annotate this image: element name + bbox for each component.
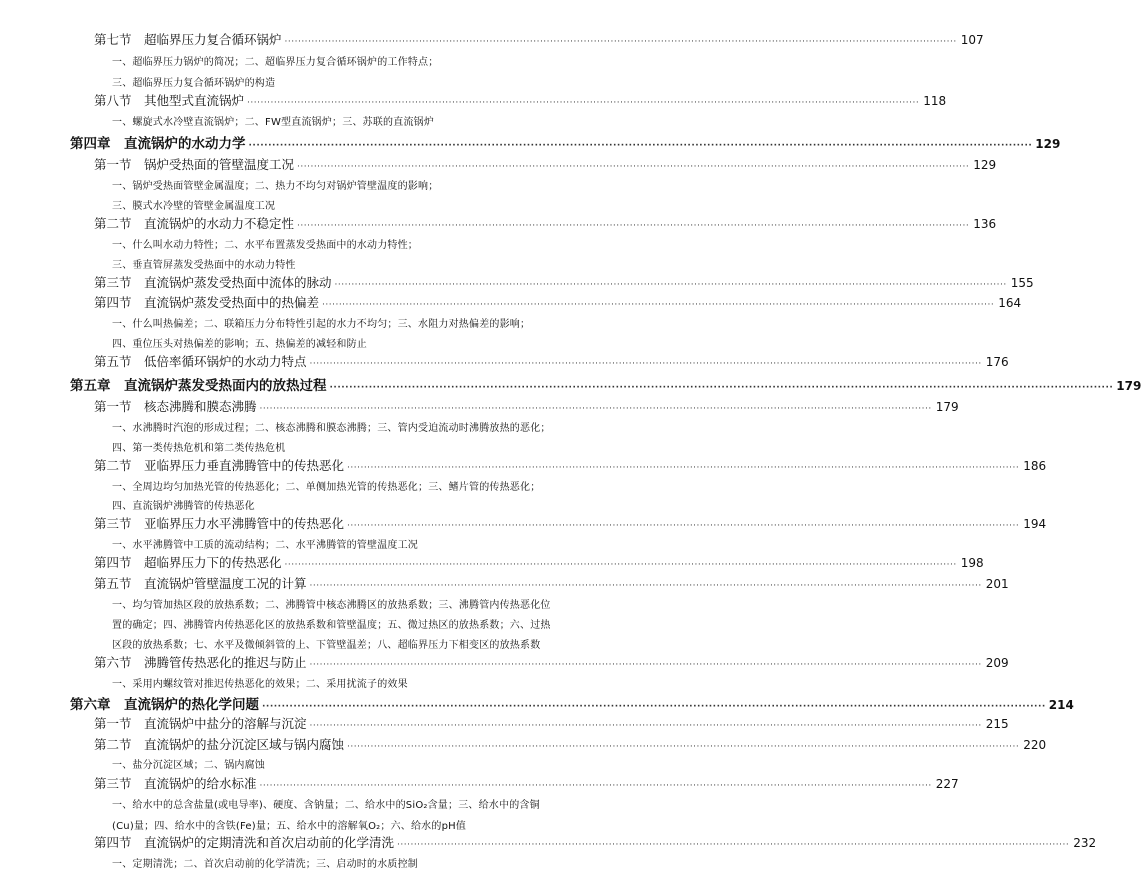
sub-title: 四、直流锅炉沸腾管的传热恶化	[112, 501, 255, 512]
toc-chapter	[70, 693, 1074, 713]
toc-subtopics	[112, 53, 438, 68]
toc-subtopics	[112, 756, 265, 771]
dot-leader: ········································································································································································································	[329, 383, 1114, 393]
toc-subtopics	[112, 675, 408, 690]
section-title: 第四节 直流锅炉蒸发受热面中的热偏差	[94, 295, 320, 310]
chapter-title: 第五章 直流锅炉蒸发受热面内的放热过程	[70, 378, 327, 394]
toc-subtopics	[112, 478, 540, 493]
sub-title: 四、第一类传热危机和第二类传热危机	[112, 443, 286, 454]
toc-section	[94, 397, 959, 415]
dot-leader: ········································································································································································································	[248, 141, 1033, 151]
page-number: 198	[960, 556, 984, 570]
dot-leader: ········································································································································································································	[309, 581, 982, 591]
toc-subtopics	[112, 236, 418, 251]
toc-subtopics	[112, 197, 275, 212]
dot-leader: ········································································································································································································	[397, 840, 1070, 850]
toc-subtopics	[112, 796, 540, 811]
sub-title: 一、超临界压力锅炉的简况；二、超临界压力复合循环锅炉的工作特点；	[112, 57, 439, 68]
dot-leader: ········································································································································································································	[347, 521, 1020, 531]
toc-subtopics	[112, 256, 296, 271]
toc-section	[94, 214, 997, 232]
toc-chapter	[70, 374, 1141, 394]
page-number: 129	[1035, 137, 1061, 151]
toc-subtopics	[112, 536, 418, 551]
page-number: 136	[973, 217, 997, 231]
sub-title: 一、锅炉受热面管壁金属温度；二、热力不均匀对锅炉管壁温度的影响；	[112, 181, 439, 192]
dot-leader: ········································································································································································································	[284, 37, 957, 47]
page-number: 129	[973, 158, 997, 172]
dot-leader: ········································································································································································································	[334, 280, 1007, 290]
sub-title: 一、水平沸腾管中工质的流动结构；二、水平沸腾管的管壁温度工况	[112, 540, 418, 551]
page-number: 215	[985, 717, 1009, 731]
section-title: 第三节 直流锅炉蒸发受热面中流体的脉动	[94, 275, 332, 290]
sub-title: 一、什么叫热偏差；二、联箱压力分布特性引起的水力不均匀；三、水阻力对热偏差的影响；	[112, 319, 531, 330]
section-title: 第二节 直流锅炉的盐分沉淀区域与锅内腐蚀	[94, 737, 345, 752]
page-number: 214	[1048, 698, 1074, 712]
toc-subtopics	[112, 497, 255, 512]
sub-title: 区段的放热系数；七、水平及微倾斜管的上、下管壁温差；八、超临界压力下相变区的放热系数	[112, 640, 541, 651]
toc-section	[94, 653, 1009, 671]
dot-leader: ········································································································································································································	[262, 702, 1046, 712]
sub-title: 一、盐分沉淀区域；二、锅内腐蚀	[112, 760, 265, 771]
dot-leader: ········································································································································································································	[247, 98, 920, 108]
toc-section	[94, 553, 984, 571]
toc-section	[94, 735, 1047, 753]
page-number: 179	[1116, 379, 1141, 393]
chapter-title: 第四章 直流锅炉的水动力学	[70, 136, 246, 152]
page-number: 232	[1073, 836, 1097, 850]
toc-section	[94, 574, 1009, 592]
dot-leader: ········································································································································································································	[297, 162, 970, 172]
sub-title: 四、重位压头对热偏差的影响；五、热偏差的减轻和防止	[112, 339, 367, 350]
toc-subtopics	[112, 113, 434, 128]
dot-leader: ········································································································································································································	[322, 300, 995, 310]
section-title: 第八节 其他型式直流锅炉	[94, 93, 245, 108]
sub-title: 一、给水中的总含盐量(或电导率)、硬度、含钠量；二、给水中的SiO₂含量；三、给水中的含铜	[112, 800, 540, 811]
toc-subtopics	[112, 315, 530, 330]
section-title: 第三节 亚临界压力水平沸腾管中的传热恶化	[94, 516, 345, 531]
section-title: 第五节 低倍率循环锅炉的水动力特点	[94, 354, 307, 369]
page-number: 155	[1010, 276, 1034, 290]
page-number: 201	[985, 577, 1009, 591]
dot-leader: ········································································································································································································	[347, 463, 1020, 473]
page-number: 186	[1023, 459, 1047, 473]
toc-subtopics	[112, 74, 275, 89]
sub-title: 置的确定；四、沸腾管内传热恶化区的放热系数和管壁温度；五、微过热区的放热系数；六、过热	[112, 620, 551, 631]
sub-title: 一、什么叫水动力特性；二、水平布置蒸发受热面中的水动力特性；	[112, 240, 418, 251]
section-title: 第四节 超临界压力下的传热恶化	[94, 555, 282, 570]
section-title: 第二节 直流锅炉的水动力不稳定性	[94, 216, 295, 231]
toc-section	[94, 91, 947, 109]
toc-section	[94, 30, 984, 48]
sub-title: 一、均匀管加热区段的放热系数；二、沸腾管中核态沸腾区的放热系数；三、沸腾管内传热恶化位	[112, 600, 551, 611]
toc-subtopics	[112, 855, 418, 870]
page-number: 227	[935, 777, 959, 791]
page-number: 107	[960, 33, 984, 47]
section-title: 第一节 锅炉受热面的管壁温度工况	[94, 157, 295, 172]
toc-subtopics	[112, 177, 438, 192]
toc-subtopics	[112, 439, 285, 454]
toc-section	[94, 273, 1034, 291]
toc-chapter	[70, 132, 1061, 152]
toc-subtopics	[112, 817, 466, 832]
toc-section	[94, 774, 959, 792]
dot-leader: ········································································································································································································	[309, 660, 982, 670]
page-number: 220	[1023, 738, 1047, 752]
section-title: 第七节 超临界压力复合循环锅炉	[94, 32, 282, 47]
page-number: 176	[985, 355, 1009, 369]
dot-leader: ········································································································································································································	[259, 781, 932, 791]
toc-section	[94, 714, 1009, 732]
dot-leader: ········································································································································································································	[284, 560, 957, 570]
sub-title: 一、全周边均匀加热光管的传热恶化；二、单侧加热光管的传热恶化；三、鳍片管的传热恶化；	[112, 482, 541, 493]
toc-section	[94, 514, 1047, 532]
toc-subtopics	[112, 636, 540, 651]
section-title: 第六节 沸腾管传热恶化的推迟与防止	[94, 655, 307, 670]
chapter-title: 第六章 直流锅炉的热化学问题	[70, 697, 259, 713]
toc-subtopics	[112, 335, 367, 350]
section-title: 第一节 核态沸腾和膜态沸腾	[94, 399, 257, 414]
dot-leader: ········································································································································································································	[309, 721, 982, 731]
toc-section	[94, 155, 997, 173]
sub-title: 一、定期清洗；二、首次启动前的化学清洗；三、启动时的水质控制	[112, 859, 418, 870]
page-number: 164	[998, 296, 1022, 310]
section-title: 第二节 亚临界压力垂直沸腾管中的传热恶化	[94, 458, 345, 473]
sub-title: 三、垂直管屏蒸发受热面中的水动力特性	[112, 260, 296, 271]
sub-title: 一、螺旋式水冷壁直流锅炉；二、FW型直流锅炉；三、苏联的直流锅炉	[112, 117, 435, 128]
section-title: 第一节 直流锅炉中盐分的溶解与沉淀	[94, 716, 307, 731]
sub-title: 三、超临界压力复合循环锅炉的构造	[112, 78, 276, 89]
sub-title: 三、膜式水冷壁的管壁金属温度工况	[112, 201, 276, 212]
section-title: 第五节 直流锅炉管壁温度工况的计算	[94, 576, 307, 591]
dot-leader: ········································································································································································································	[259, 404, 932, 414]
sub-title: 一、水沸腾时汽泡的形成过程；二、核态沸腾和膜态沸腾；三、管内受迫流动时沸腾放热的恶化；	[112, 423, 551, 434]
toc-section	[94, 456, 1047, 474]
toc-section	[94, 293, 1022, 311]
page-number: 194	[1023, 517, 1047, 531]
toc-subtopics	[112, 616, 551, 631]
dot-leader: ········································································································································································································	[347, 742, 1020, 752]
section-title: 第四节 直流锅炉的定期清洗和首次启动前的化学清洗	[94, 835, 395, 850]
toc-subtopics	[112, 596, 551, 611]
toc-section	[94, 833, 1097, 851]
toc-section	[94, 352, 1009, 370]
dot-leader: ········································································································································································································	[309, 359, 982, 369]
section-title: 第三节 直流锅炉的给水标准	[94, 776, 257, 791]
toc-subtopics	[112, 419, 551, 434]
dot-leader: ········································································································································································································	[297, 221, 970, 231]
page-number: 118	[923, 94, 947, 108]
page-number: 179	[935, 400, 959, 414]
page-number: 209	[985, 656, 1009, 670]
sub-title: (Cu)量；四、给水中的含铁(Fe)量；五、给水中的溶解氧O₂；六、给水的pH值	[112, 821, 467, 832]
sub-title: 一、采用内螺纹管对推迟传热恶化的效果；二、采用扰流子的效果	[112, 679, 408, 690]
